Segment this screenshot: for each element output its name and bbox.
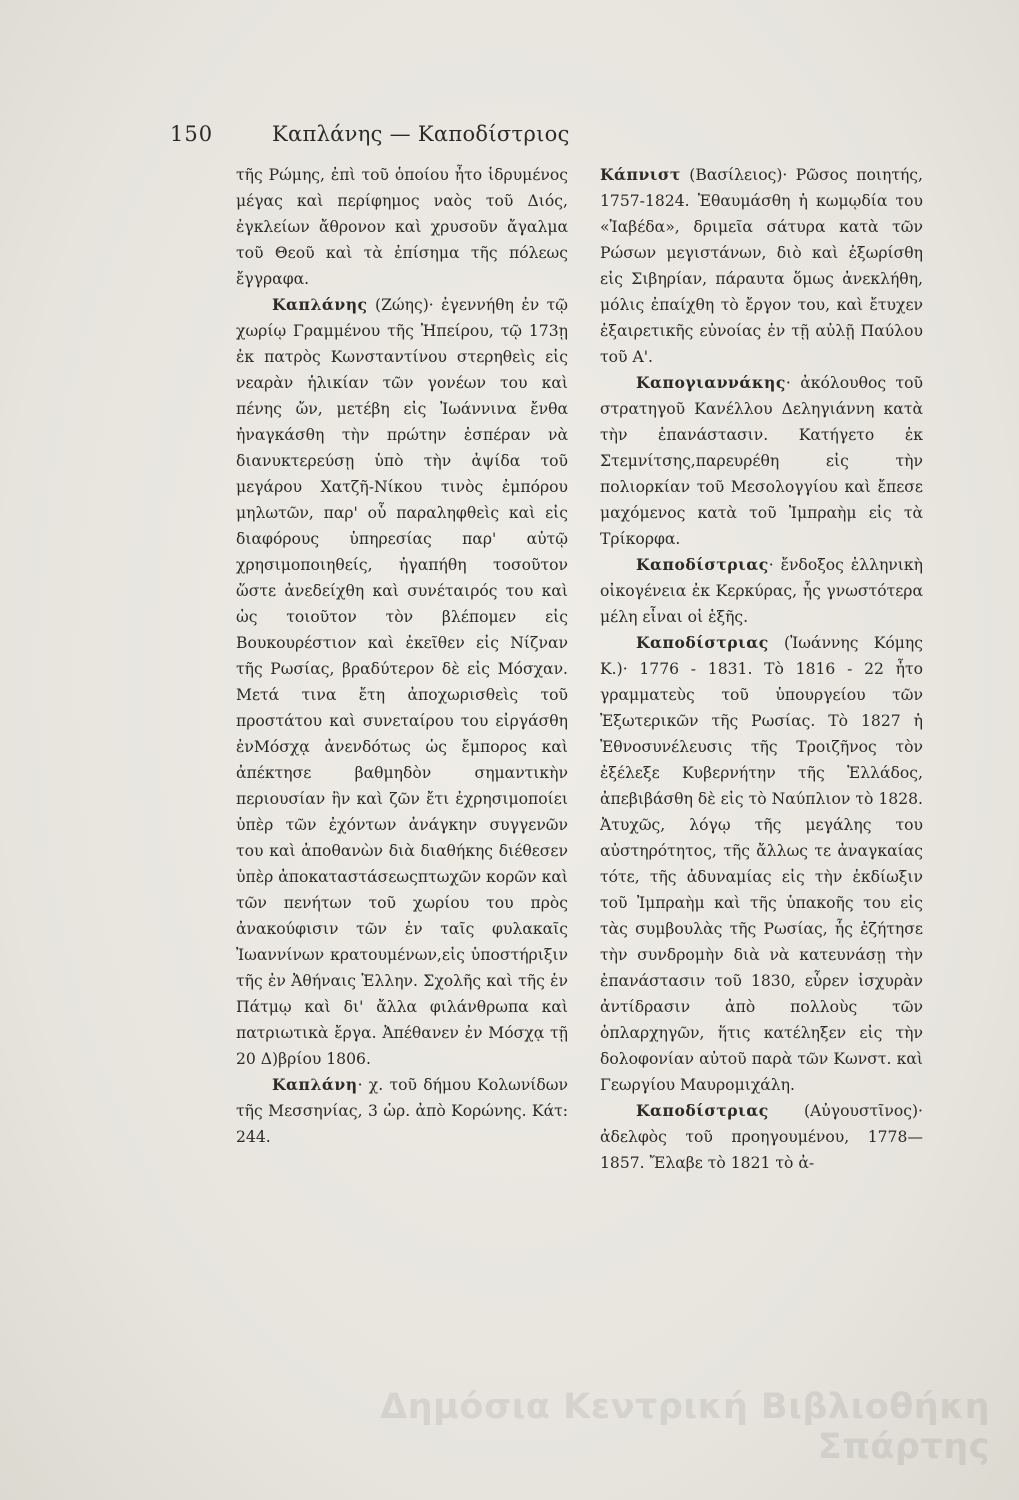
continuation-paragraph: τῆς Ρώμης, ἐπὶ τοῦ ὁποίου ἦτο ἱδρυμένος μέγας καὶ περίφημος ναὸς τοῦ Διός, ἐγκλείων ἄθρονον καὶ χρυσοῦν ἄγαλμα τοῦ Θεοῦ καὶ τὰ ἐπίσημα τῆς πόλεως ἔγγραφα. [236,166,568,288]
entry-headword: Καποδίστριας [636,1101,769,1120]
entry-kaplanis [236,292,568,1072]
entry-body: (Ἰωάννης Κόμης Κ.)· 1776 - 1831. Τὸ 1816 - 22 ἦτο γραμματεὺς τοῦ ὑπουργείου τῶν Ἐξωτερικῶν τῆς Ρωσίας. Τὸ 1827 ἡ Ἐθνοσυνέλευσις τῆς Τροιζῆνος τὸν ἐξέλεξε Κυβερνήτην τῆς Ἑλλάδος, ἀπεβιβάσθη δὲ εἰς τὸ Ναύπλιον τὸ 1828. Ἀτυχῶς, λόγῳ τῆς μεγάλης του αὐστηρότητος, τῆς ἄλλως τε ἀναγκαίας τότε, τῆς ἀδυναμίας εἰς τὴν ἐκδίωξιν τοῦ Ἰμπραὴμ καὶ τῆς ὑπακοῆς του εἰς τὰς συμβουλὰς τῆς Ρωσίας, ἧς ἐζήτησε τὴν συνδρομὴν διὰ νὰ κατευνάσῃ τὴν ἐπανάστασιν τοῦ 1830, εὗρεν ἰσχυρὰν ἀντίδρασιν ἀπὸ πολλοὺς τῶν ὁπλαρχηγῶν, ἥτις κατέληξεν εἰς τὴν δολοφονίαν αὐτοῦ παρὰ τῶν Κωνστ. καὶ Γεωργίου Μαυρομιχάλη. [600,634,923,1094]
entry-kaplani [236,1072,568,1150]
entry-body: (Βασίλειος)· Ρῶσος ποιητής, 1757-1824. Ἐθαυμάσθη ἡ κωμῳδία του «Ἰαβέδα», δριμεῖα σάτυρα κατὰ τῶν Ρώσων μεγιστάνων, διὸ καὶ ἐξωρίσθη εἰς Σιβηρίαν, πάραυτα ὅμως ἀνεκλήθη, μόλις ἐπαίχθη τὸ ἔργον του, καὶ ἔτυχεν ἐξαιρετικῆς εὐνοίας ἐν τῇ αὐλῇ Παύλου τοῦ Α'. [600,166,923,366]
entry-headword: Καποδίστριας [636,555,769,574]
entry-body: (Αὐγουστῖνος)· ἀδελφὸς τοῦ προηγουμένου, 1778—1857. Ἔλαβε τὸ 1821 τὸ ἀ- [600,1102,923,1172]
entry-body: · ἔνδοξος ἑλληνικὴ οἰκογένεια ἐκ Κερκύρας, ἧς γνωστότερα μέλη εἶναι οἱ ἑξῆς. [600,556,923,626]
entry-kapnist [600,162,923,370]
entry-body: · χ. τοῦ δήμου Κολωνίδων τῆς Μεσσηνίας, 3 ὡρ. ἀπὸ Κορώνης. Κάτ: 244. [236,1076,568,1146]
entry-headword: Καπλάνη [272,1075,358,1094]
entry-body: (Ζώης)· ἐγεννήθη ἐν τῷ χωρίῳ Γραμμένου τῆς Ἠπείρου, τῷ 173ῃ ἐκ πατρὸς Κωνσταντίνου στερηθεὶς εἰς νεαρὰν ἡλικίαν τῶν γονέων του καὶ πένης ὤν, μετέβη εἰς Ἰωάννινα ἔνθα ἠναγκάσθη τὴν πρώτην ἑσπέραν νὰ διανυκτερεύσῃ ὑπὸ τὴν ἀψίδα τοῦ μεγάρου Χατζῆ-Νίκου τινὸς ἐμπόρου μηλωτῶν, παρ' οὗ παραληφθεὶς καὶ εἰς διαφόρους ὑπηρεσίας παρ' αὐτῷ χρησιμοποιηθείς, ἠγαπήθη τοσοῦτον ὥστε ἀνεδείχθη καὶ συνέταιρός του καὶ ὡς τοιοῦτον τὸν βλέπομεν εἰς Βουκουρέστιον καὶ ἐκεῖθεν εἰς Νίζναν τῆς Ρωσίας, βραδύτερον δὲ εἰς Μόσχαν. Μετά τινα ἔτη ἀποχωρισθεὶς τοῦ προστάτου καὶ συνεταίρου του εἰργάσθη ἐνΜόσχᾳ ἀνενδότως ὡς ἔμπορος καὶ ἀπέκτησε βαθμηδὸν σημαντικὴν περιουσίαν ἣν καὶ ζῶν ἔτι ἐχρησιμοποίει ὑπὲρ τῶν ἐχόντων ἀνάγκην συγγενῶν του καὶ ἀποθανὼν διὰ διαθήκης διέθεσεν ὑπὲρ ἀποκαταστάσεωςπτωχῶν κορῶν καὶ τῶν πενήτων τοῦ χωρίου του πρὸς ἀνακούφισιν τῶν ἐν ταῖς φυλακαῖς Ἰωαννίνων κρατουμένων,εἰς ὑποστήριξιν τῆς ἐν Ἀθήναις Ἑλλην. Σχολῆς καὶ τῆς ἐν Πάτμῳ καὶ δι' ἄλλα φιλάνθρωπα καὶ πατριωτικὰ ἔργα. Ἀπέθανεν ἐν Μόσχᾳ τῇ 20 Δ)βρίου 1806. [236,296,568,1068]
entry-kapodistrias-family [600,552,923,630]
entry-headword: Καπλάνης [272,295,368,314]
running-head-title: Καπλάνης — Καποδίστριος [272,122,570,146]
entry-kapodistrias-ioannis [600,630,923,1098]
entry-body: · ἀκόλουθος τοῦ στρατηγοῦ Κανέλλου Δεληγιάννη κατὰ τὴν ἐπανάστασιν. Κατήγετο ἐκ Στεμνίτσης,παρευρέθη εἰς τὴν πολιορκίαν τοῦ Μεσολογγίου καὶ ἔπεσε μαχόμενος κατὰ τοῦ Ἰμπραὴμ εἰς τὰ Τρίκορφα. [600,374,923,548]
library-watermark: Δημόσια Κεντρική Βιβλιοθήκη Σπάρτης [380,1387,990,1467]
running-head [170,122,770,152]
page-number: 150 [170,122,214,146]
entry-kapodistrias-avgoustinos [600,1098,923,1176]
entry-kapogiannakis [600,370,923,552]
entry-headword: Κάπνιστ [600,165,681,184]
left-column [236,162,568,1150]
right-column [600,162,923,1176]
entry-headword: Καπογιαννάκης [636,373,786,392]
entry-headword: Καποδίστριας [636,633,769,652]
